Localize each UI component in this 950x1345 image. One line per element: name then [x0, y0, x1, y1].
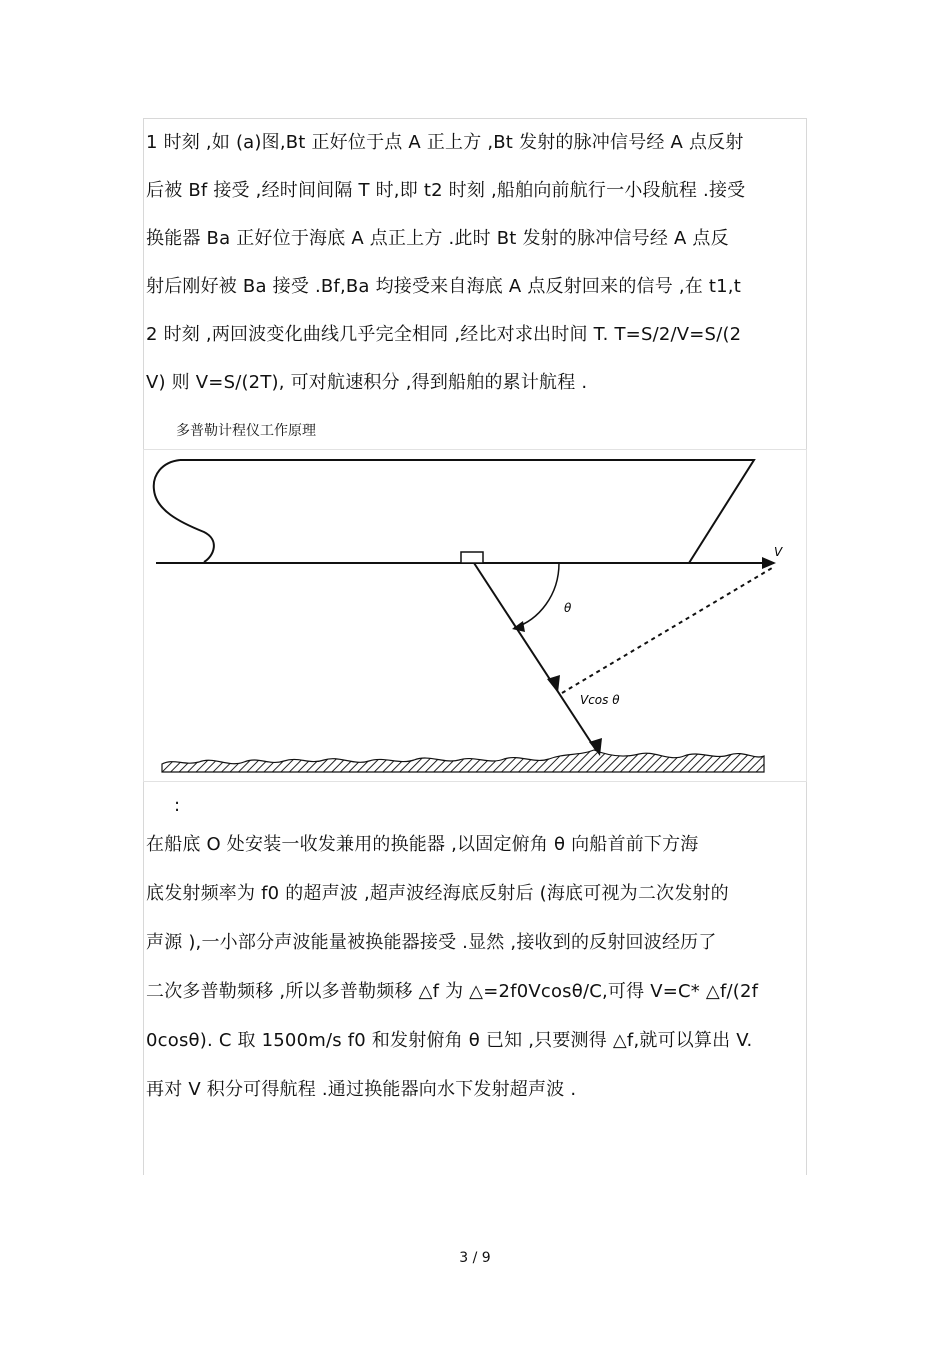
beam-line	[474, 563, 596, 750]
text-line: V) 则 V=S/(2T), 可对航速积分 ,得到船舶的累计航程 .	[146, 372, 588, 393]
text-line: 二次多普勒频移 ,所以多普勒频移 △f 为 △=2f0Vcosθ/C,可得 V=C* △f/(2f	[146, 981, 759, 1002]
text-line: 换能器 Ba 正好位于海底 A 点正上方 .此时 Bt 发射的脉冲信号经 A 点反	[146, 228, 729, 249]
paragraph-doppler-principle	[146, 820, 806, 1114]
text-line: 声源 ),一小部分声波能量被换能器接受 .显然 ,接收到的反射回波经历了	[146, 932, 717, 953]
doppler-diagram-svg	[144, 450, 807, 782]
theta-arc	[514, 563, 559, 628]
transducer	[461, 552, 483, 563]
label-theta: θ	[564, 601, 572, 615]
text-line: 2 时刻 ,两回波变化曲线几乎完全相同 ,经比对求出时间 T. T=S/2/V=S/(2	[146, 324, 742, 345]
doppler-diagram	[143, 449, 807, 782]
figure-caption: 多普勒计程仪工作原理	[176, 423, 316, 439]
text-line: 底发射频率为 f0 的超声波 ,超声波经海底反射后 (海底可视为二次发射的	[146, 883, 729, 904]
text-line: 1 时刻 ,如 (a)图,Bt 正好位于点 A 正上方 ,Bt 发射的脉冲信号经 A 点反射	[146, 132, 744, 153]
label-vcos-theta: Vcos θ	[580, 693, 620, 707]
text-line: 0cosθ). C 取 1500m/s f0 和发射俯角 θ 已知 ,只要测得 △f,就可以算出 V.	[146, 1030, 753, 1051]
ship-hull	[154, 460, 754, 563]
text-line: 再对 V 积分可得航程 .通过换能器向水下发射超声波 .	[146, 1079, 577, 1100]
label-v: V	[774, 545, 783, 559]
dashed-projection	[562, 568, 772, 693]
text-line: 射后刚好被 Ba 接受 .Bf,Ba 均接受来自海底 A 点反射回来的信号 ,在 t1,t	[146, 276, 741, 297]
seabed	[162, 750, 764, 772]
colon-mark: :	[174, 795, 181, 816]
text-line: 在船底 O 处安装一收发兼用的换能器 ,以固定俯角 θ 向船首前下方海	[146, 834, 699, 855]
page-number: 3 / 9	[459, 1250, 491, 1266]
paragraph-doppler-timing	[146, 119, 806, 407]
text-line: 后被 Bf 接受 ,经时间间隔 T 时,即 t2 时刻 ,船舶向前航行一小段航程 .接受	[146, 180, 746, 201]
